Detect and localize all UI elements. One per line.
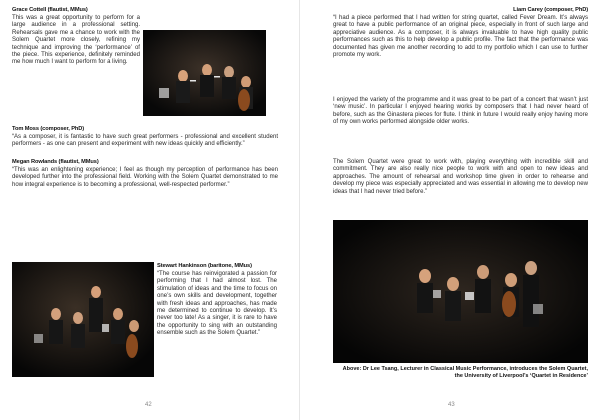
right-page bbox=[300, 0, 600, 420]
photo-solem-quartet-concert bbox=[333, 220, 588, 363]
caption-line: Above: Dr Lee Tsang, Lecturer in Classical Music Performance, introduces the Solem Quartet, bbox=[342, 366, 588, 372]
caption-line: the University of Liverpool’s ‘Quartet in Residence’ bbox=[454, 373, 588, 380]
quote-author-name: Stewart Hankinson (baritone, MMus) bbox=[157, 263, 252, 269]
photo-caption bbox=[312, 366, 588, 380]
quote-text: “The course has reinvigorated a passion for performing that I had almost lost. The stimulation of ideas and the time to focus on one’s own skills and development, together with fresh ideas and approaches, has made me determined to continue to develop. It’s never too late! As a singer, it is rare to have the opportunity to sing with an outstanding ensemble such as the Solem Quartet.” bbox=[157, 271, 277, 337]
quote-paragraph: “I had a piece performed that I had written for string quartet, called Fever Dream. It’s always great to have a public performance of an original piece, especially in front of such large and appreciative audience. As a composer, it is always invaluable to have high quality public performances such as this to help develop a public profile. The fact that the performance was documented has given me another recording to add to my portfolio which I can use to further promote my work. bbox=[333, 15, 588, 59]
quote-paragraph: I enjoyed the variety of the programme and it was great to be part of a concert that wasn’t just ‘new music’. In particular I enjoyed hearing works by composers that I had never heard of before, such as the Ginastera pieces for flute. I think in future I would really enjoy having more of my own works performed alongside older works. bbox=[333, 97, 588, 126]
quote-author-name: Grace Cottell (flautist, MMus) bbox=[12, 7, 88, 13]
page-number: 42 bbox=[145, 402, 152, 408]
page-number: 43 bbox=[448, 402, 455, 408]
quote-author-name: Liam Carey (composer, PhD) bbox=[513, 7, 588, 13]
quote-text: “This was an enlightening experience; I feel as though my perception of performance has been developed further into the professional field. Working with the Solem Quartet demonstrated to me how integral experience is to becoming a professional, well-respected performer.” bbox=[12, 167, 278, 188]
photo-rehearsal-with-singer bbox=[12, 262, 154, 377]
quote-text: This was a great opportunity to perform for a large audience in a professional setting. Rehearsals gave me a chance to work with the Solem Quartet more closely, refining my technique and improving the ‘performance’ of the piece. This experience, definitely reminded me how much I want to perform for a living. bbox=[12, 15, 140, 66]
quote-text: “As a composer, it is fantastic to have such great performers - professional and excellent student performers - as one can present and experiment with new ideas quickly and efficiently.” bbox=[12, 134, 278, 148]
quote-paragraph: The Solem Quartet were great to work with, playing everything with incredible skill and commitment. They are also really nice people to work with and open to new ideas and approaches. The amount of rehearsal and workshop time given in order to rehearse and develop my piece was especially appreciated and was essential in allowing me to develop new ideas that I had never tried before.” bbox=[333, 159, 588, 195]
photo-string-quartet-rehearsal bbox=[143, 30, 266, 116]
quote-author-name: Tom Moss (composer, PhD) bbox=[12, 126, 85, 132]
quote-author-name: Megan Rowlands (flautist, MMus) bbox=[12, 159, 99, 165]
